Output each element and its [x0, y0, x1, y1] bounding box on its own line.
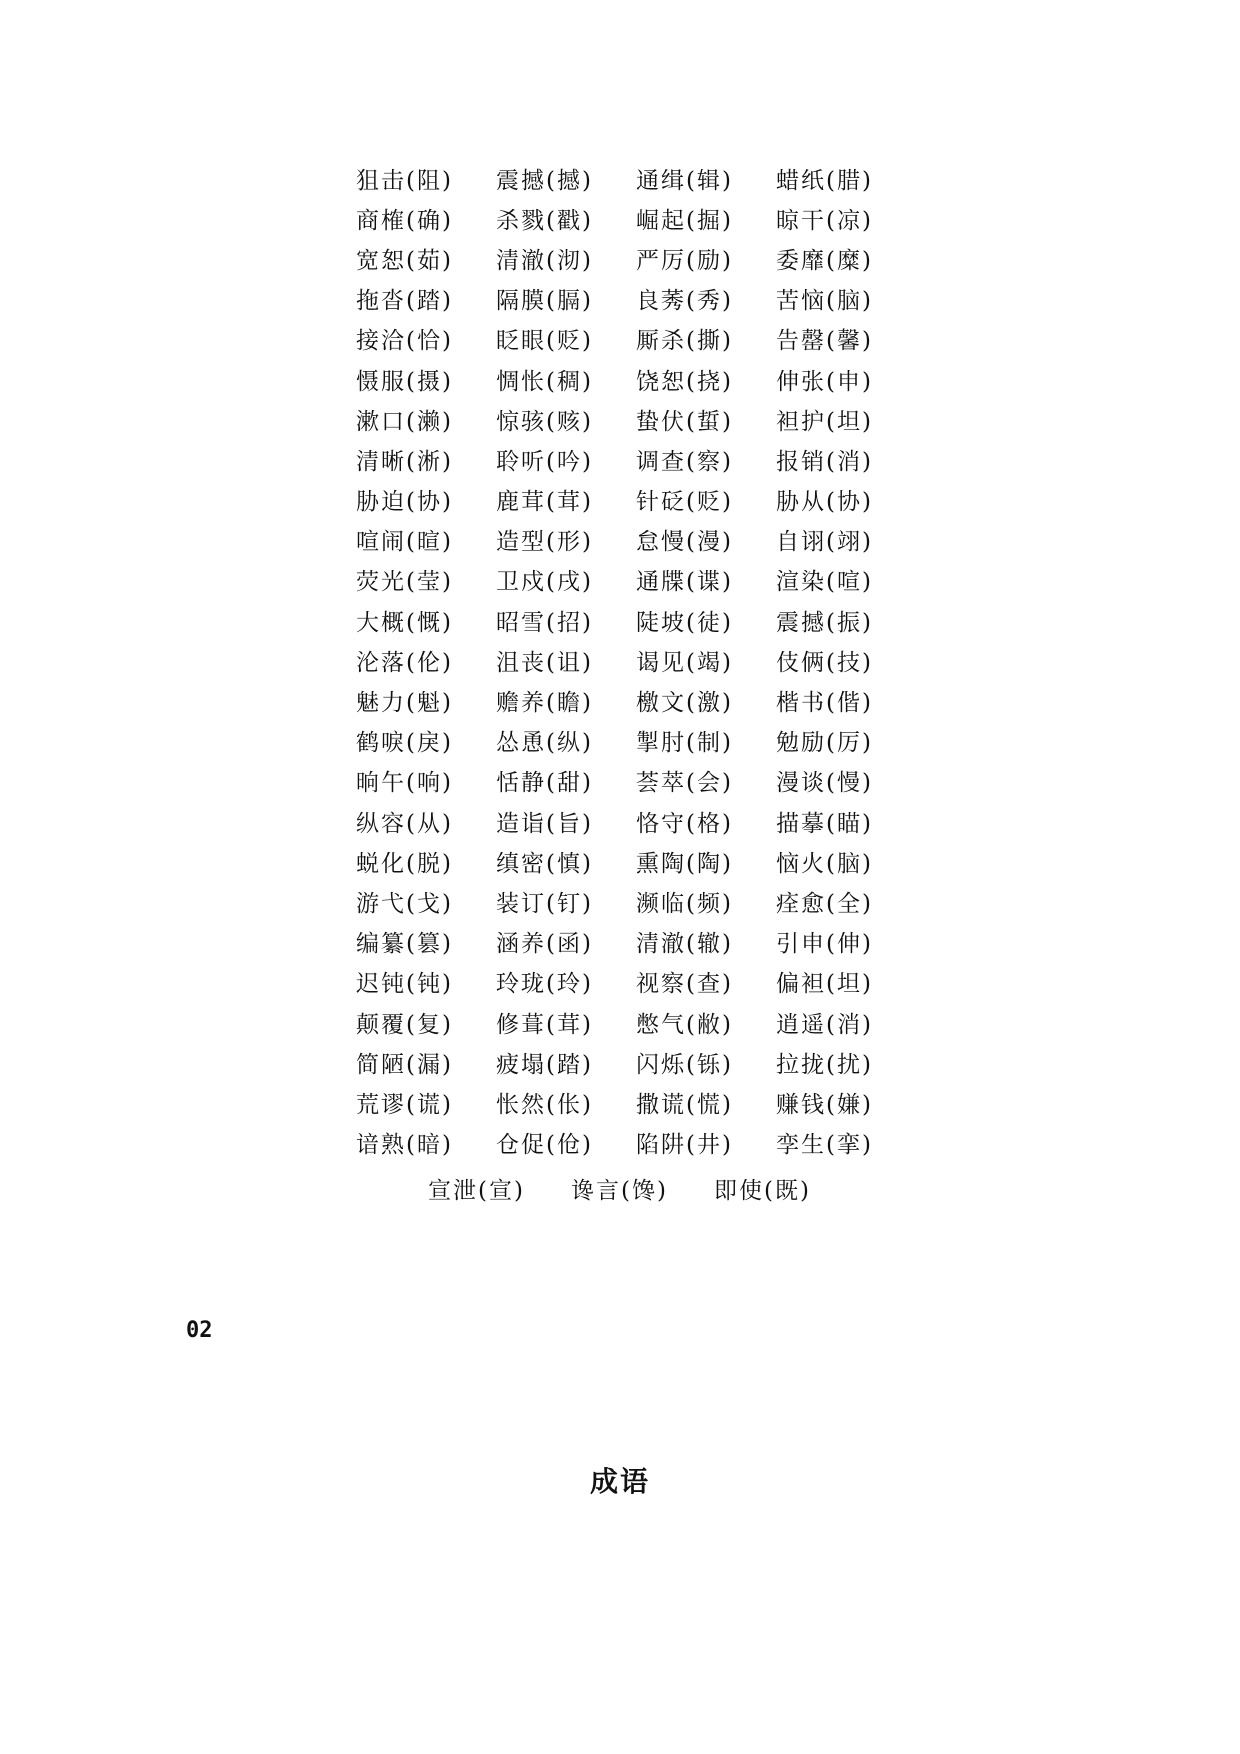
word-entry: 漫谈(慢) [776, 770, 873, 797]
word-entry: 厮杀(撕) [636, 328, 733, 355]
word-entry: 聆听(吟) [496, 448, 593, 475]
word-entry: 恼火(脑) [776, 850, 873, 877]
word-entry: 伸张(申) [776, 368, 873, 395]
word-row [356, 721, 916, 761]
word-entry: 荟萃(会) [636, 770, 733, 797]
word-row [356, 238, 916, 278]
word-entry: 赡养(瞻) [496, 690, 593, 717]
word-entry: 宽恕(茹) [356, 247, 453, 274]
word-entry: 报销(消) [776, 448, 873, 475]
word-entry: 清澈(辙) [636, 931, 733, 958]
word-entry: 通缉(辑) [636, 167, 733, 194]
word-entry: 陡坡(徒) [636, 609, 733, 636]
word-entry: 晌午(响) [356, 770, 453, 797]
word-entry: 陷阱(井) [636, 1132, 733, 1159]
word-entry: 袒护(坦) [776, 408, 873, 435]
word-entry: 鹤唳(戾) [356, 730, 453, 757]
word-entry: 商榷(确) [356, 207, 453, 234]
word-entry: 惆怅(稠) [496, 368, 593, 395]
word-entry: 装订(钉) [496, 890, 593, 917]
word-entry: 调查(察) [636, 448, 733, 475]
word-entry: 宣泄(宣) [428, 1177, 525, 1204]
word-entry: 伎俩(技) [776, 649, 873, 676]
word-entry: 晾干(凉) [776, 207, 873, 234]
word-entry: 荒谬(谎) [356, 1091, 453, 1118]
word-row [356, 520, 916, 560]
word-entry: 掣肘(制) [636, 730, 733, 757]
word-entry: 简陋(漏) [356, 1051, 453, 1078]
word-entry: 自诩(翊) [776, 529, 873, 556]
word-entry: 疲塌(踏) [496, 1051, 593, 1078]
word-entry: 良莠(秀) [636, 288, 733, 315]
word-entry: 怂恿(纵) [496, 730, 593, 757]
word-entry: 荧光(莹) [356, 569, 453, 596]
word-entry: 接洽(恰) [356, 328, 453, 355]
word-entry: 编纂(篡) [356, 931, 453, 958]
word-entry: 檄文(激) [636, 690, 733, 717]
word-entry: 慑服(摄) [356, 368, 453, 395]
word-entry: 玲珑(玲) [496, 971, 593, 998]
word-row [356, 881, 916, 921]
word-entry: 引申(伸) [776, 931, 873, 958]
word-entry: 闪烁(铄) [636, 1051, 733, 1078]
word-entry: 视察(查) [636, 971, 733, 998]
word-entry: 偏袒(坦) [776, 971, 873, 998]
word-entry: 涵养(函) [496, 931, 593, 958]
word-entry: 勉励(厉) [776, 730, 873, 757]
word-entry: 怠慢(漫) [636, 529, 733, 556]
word-entry: 震撼(撼) [496, 167, 593, 194]
word-entry: 沦落(伦) [356, 649, 453, 676]
word-row [356, 600, 916, 640]
word-entry: 蜡纸(腊) [776, 167, 873, 194]
word-row [356, 319, 916, 359]
word-row [356, 480, 916, 520]
word-correction-list [356, 158, 916, 1163]
word-row [356, 680, 916, 720]
word-entry: 缜密(慎) [496, 850, 593, 877]
word-entry: 逍遥(消) [776, 1011, 873, 1038]
word-entry: 苦恼(脑) [776, 288, 873, 315]
word-entry: 楷书(偕) [776, 690, 873, 717]
word-row [356, 1042, 916, 1082]
word-entry: 大概(慨) [356, 609, 453, 636]
word-row [356, 962, 916, 1002]
word-row [356, 158, 916, 198]
word-entry: 谒见(竭) [636, 649, 733, 676]
word-entry: 魅力(魁) [356, 690, 453, 717]
word-entry: 通牒(谍) [636, 569, 733, 596]
word-entry: 憋气(敝) [636, 1011, 733, 1038]
word-entry: 针砭(贬) [636, 489, 733, 516]
word-row [356, 1002, 916, 1042]
word-entry: 鹿茸(茸) [496, 489, 593, 516]
word-entry: 孪生(挛) [776, 1132, 873, 1159]
word-entry: 造型(形) [496, 529, 593, 556]
word-entry: 纵容(从) [356, 810, 453, 837]
word-entry: 仓促(伧) [496, 1132, 593, 1159]
word-entry: 严厉(励) [636, 247, 733, 274]
section-title: 成语 [589, 1465, 650, 1498]
word-entry: 赚钱(嫌) [776, 1091, 873, 1118]
word-entry: 造诣(旨) [496, 810, 593, 837]
word-entry: 修葺(茸) [496, 1011, 593, 1038]
word-entry: 卫戍(戌) [496, 569, 593, 596]
word-entry: 谗言(馋) [571, 1177, 668, 1204]
word-entry: 颠覆(复) [356, 1011, 453, 1038]
word-row [356, 198, 916, 238]
word-entry: 清晰(淅) [356, 448, 453, 475]
word-entry: 即使(既) [714, 1177, 811, 1204]
word-row [356, 1082, 916, 1122]
word-entry: 惊骇(赅) [496, 408, 593, 435]
word-row [356, 640, 916, 680]
word-entry: 胁从(协) [776, 489, 873, 516]
word-row [356, 922, 916, 962]
word-entry: 怅然(伥) [496, 1091, 593, 1118]
word-entry: 描摹(瞄) [776, 810, 873, 837]
word-entry: 拉拢(扰) [776, 1051, 873, 1078]
word-row [356, 359, 916, 399]
word-entry: 渲染(喧) [776, 569, 873, 596]
word-entry: 恬静(甜) [496, 770, 593, 797]
word-entry: 狙击(阻) [356, 167, 453, 194]
word-entry: 蛰伏(蜇) [636, 408, 733, 435]
word-row [356, 439, 916, 479]
word-entry: 漱口(濑) [356, 408, 453, 435]
word-row [356, 399, 916, 439]
word-entry: 恪守(格) [636, 810, 733, 837]
word-entry: 濒临(频) [636, 890, 733, 917]
word-row [356, 761, 916, 801]
word-correction-extra-row [428, 1168, 888, 1208]
word-entry: 告罄(馨) [776, 328, 873, 355]
word-entry: 谙熟(暗) [356, 1132, 453, 1159]
word-entry: 蜕化(脱) [356, 850, 453, 877]
word-row [356, 801, 916, 841]
word-entry: 撒谎(慌) [636, 1091, 733, 1118]
word-entry: 迟钝(钝) [356, 971, 453, 998]
word-entry: 昭雪(招) [496, 609, 593, 636]
word-row [356, 841, 916, 881]
word-entry: 崛起(掘) [636, 207, 733, 234]
word-entry: 痊愈(全) [776, 890, 873, 917]
word-entry: 杀戮(戳) [496, 207, 593, 234]
word-entry: 清澈(沏) [496, 247, 593, 274]
word-entry: 熏陶(陶) [636, 850, 733, 877]
section-number: 02 [186, 1318, 213, 1343]
word-row [356, 1123, 916, 1163]
word-entry: 委靡(糜) [776, 247, 873, 274]
word-row [356, 560, 916, 600]
word-entry: 震撼(振) [776, 609, 873, 636]
word-row [356, 279, 916, 319]
word-entry: 喧闹(暄) [356, 529, 453, 556]
word-entry: 眨眼(贬) [496, 328, 593, 355]
word-entry: 游弋(戈) [356, 890, 453, 917]
word-entry: 隔膜(膈) [496, 288, 593, 315]
word-entry: 胁迫(协) [356, 489, 453, 516]
word-entry: 饶恕(挠) [636, 368, 733, 395]
word-entry: 沮丧(诅) [496, 649, 593, 676]
word-entry: 拖沓(踏) [356, 288, 453, 315]
